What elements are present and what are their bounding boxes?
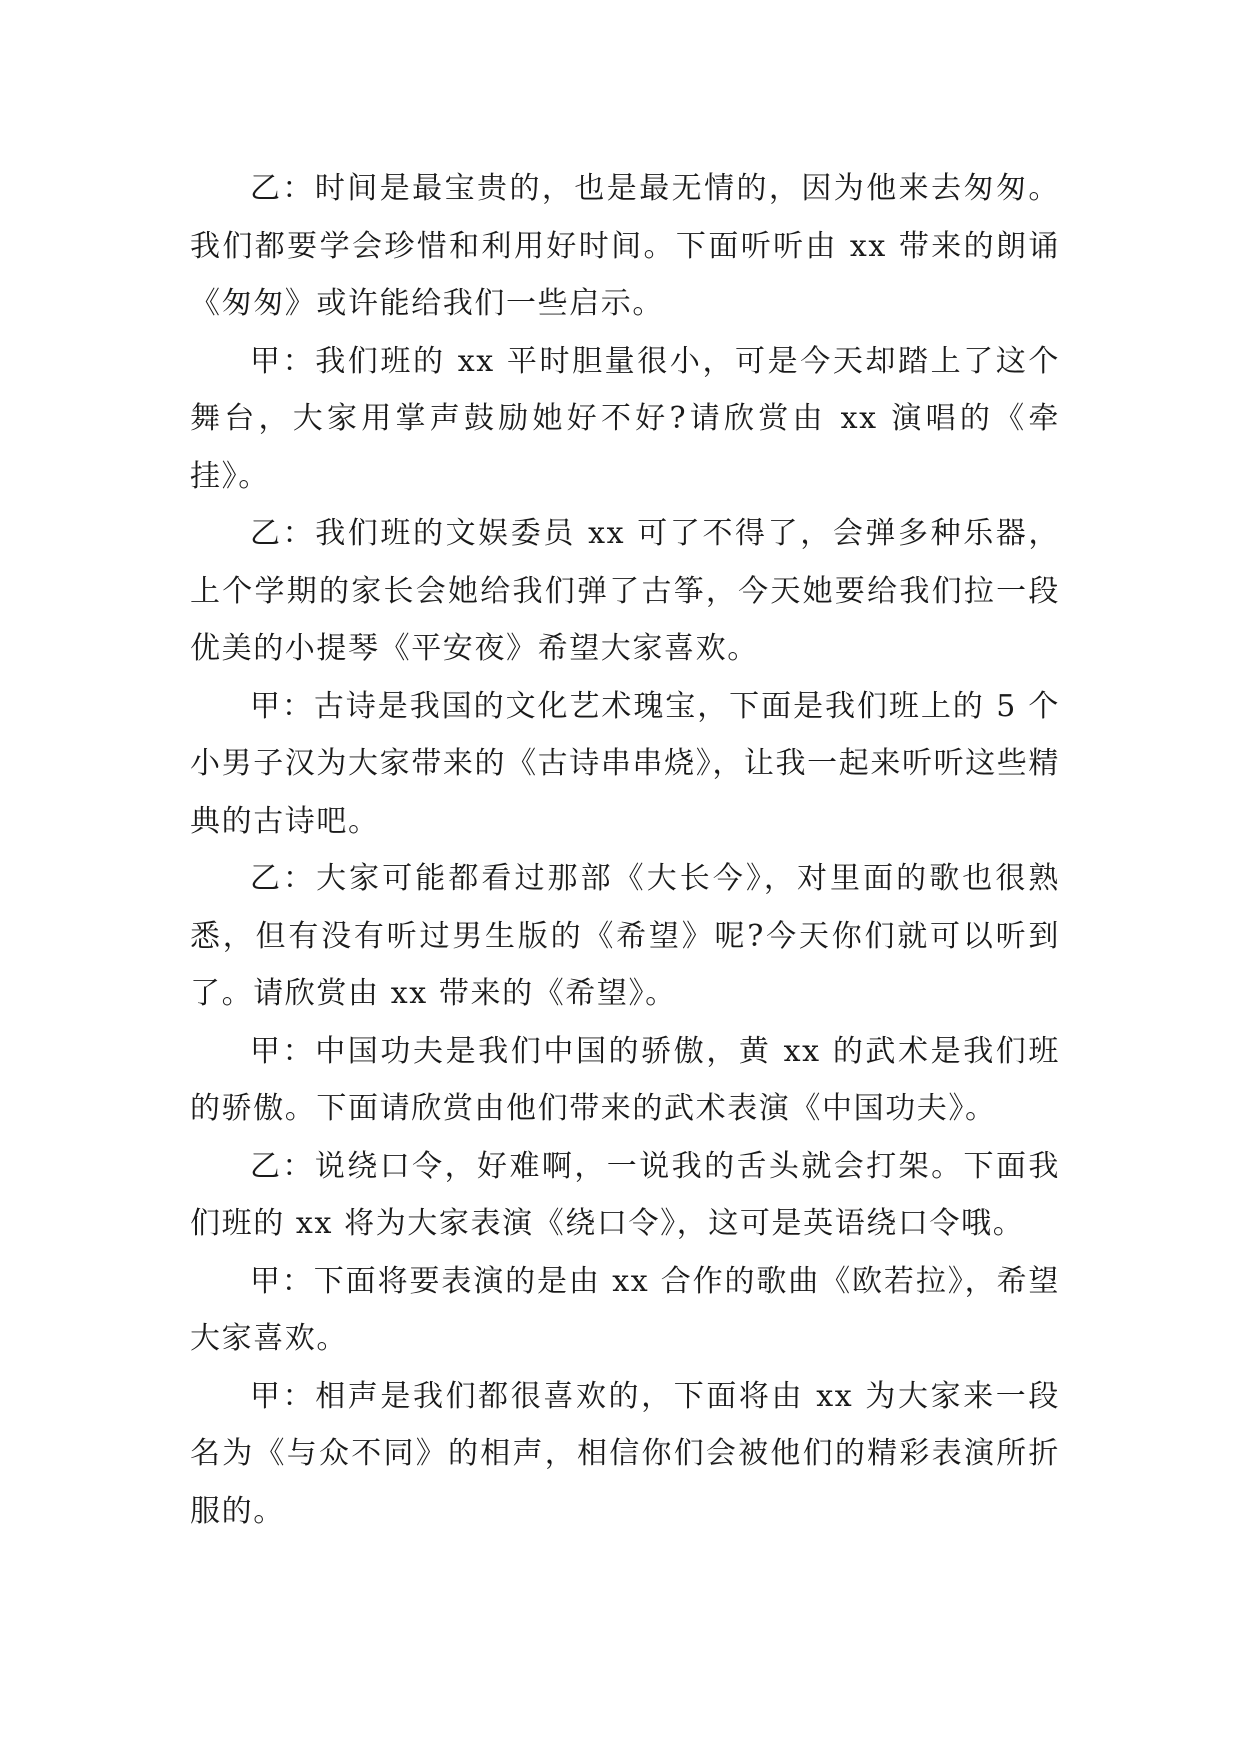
paragraph: 乙：我们班的文娱委员 xx 可了不得了，会弹多种乐器，上个学期的家长会她给我们弹了古筝，今天她要给我们拉一段优美的小提琴《平安夜》希望大家喜欢。 — [190, 516, 1060, 666]
paragraph: 乙：说绕口令，好难啊，一说我的舌头就会打架。下面我们班的 xx 将为大家表演《绕口令》，这可是英语绕口令哦。 — [190, 1148, 1060, 1241]
paragraph: 乙：时间是最宝贵的，也是最无情的，因为他来去匆匆。我们都要学会珍惜和利用好时间。下面听听由 xx 带来的朗诵《匆匆》或许能给我们一些启示。 — [190, 171, 1060, 321]
paragraph: 甲：我们班的 xx 平时胆量很小，可是今天却踏上了这个舞台，大家用掌声鼓励她好不好?请欣赏由 xx 演唱的《牵挂》。 — [190, 343, 1060, 494]
paragraph: 甲：相声是我们都很喜欢的，下面将由 xx 为大家来一段名为《与众不同》的相声，相信你们会被他们的精彩表演所折服的。 — [190, 1378, 1060, 1529]
paragraph: 乙：大家可能都看过那部《大长今》，对里面的歌也很熟悉，但有没有听过男生版的《希望》呢?今天你们就可以听到了。请欣赏由 xx 带来的《希望》。 — [190, 861, 1060, 1011]
document-page — [190, 160, 1060, 1540]
paragraph: 甲：下面将要表演的是由 xx 合作的歌曲《欧若拉》，希望大家喜欢。 — [190, 1263, 1060, 1356]
paragraph: 甲：古诗是我国的文化艺术瑰宝，下面是我们班上的 5 个小男子汉为大家带来的《古诗串串烧》，让我一起来听听这些精典的古诗吧。 — [190, 688, 1060, 839]
paragraph: 甲：中国功夫是我们中国的骄傲，黄 xx 的武术是我们班的骄傲。下面请欣赏由他们带来的武术表演《中国功夫》。 — [190, 1033, 1060, 1126]
